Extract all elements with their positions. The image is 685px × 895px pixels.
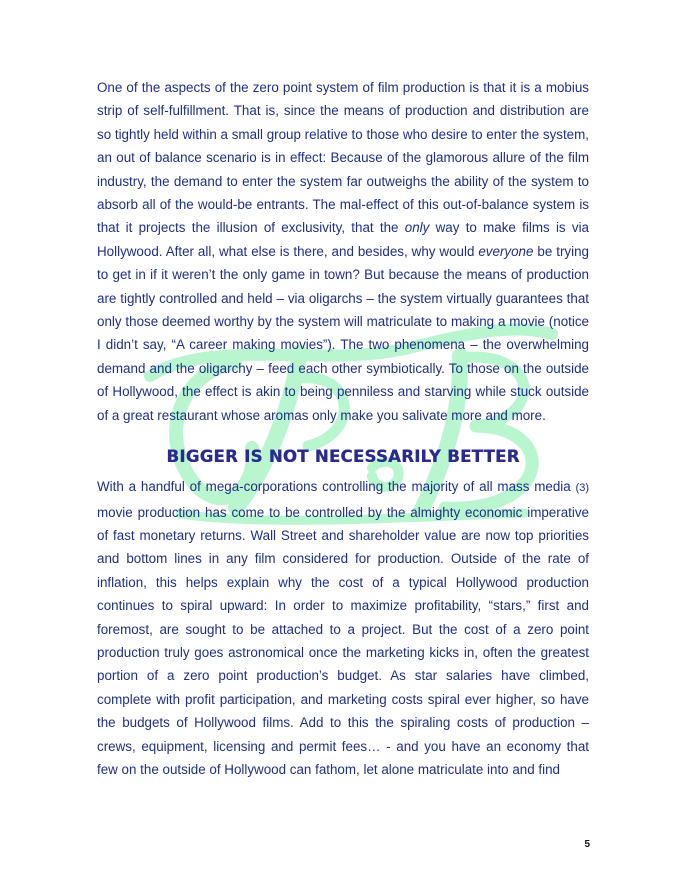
paragraph-mega-corporations: [97, 475, 589, 781]
paragraph-1-text-a: One of the aspects of the zero point system of film production is that it is a mobius strip of self-fulfillment. That is, since the means of production and distribution are so tightly held within a small group relative to those who desire to enter the system, an out of balance scenario is in effect: Because of the glamorous allure of the film industry, the demand to enter the system far outweighs the ability of the system to absorb all of the would-be entrants. The mal-effect of this out-of-balance system is that it projects the illusion of exclusivity, that the: [97, 80, 589, 236]
section-heading: BIGGER IS NOT NECESSARILY BETTER: [166, 447, 520, 467]
paragraph-1-text-c: be trying to get in if it weren’t the only game in town? But because the means of production are tightly controlled and held – via oligarchs – the system virtually guarantees that only those deemed worthy by the system will matriculate to making a movie (notice I didn’t say, “A career making movies”). The two phenomena – the overwhelming demand and the oligarchy – feed each other symbiotically. To those on the outside of Hollywood, the effect is akin to being penniless and starving while stuck outside of a great restaurant whose aromas only make you salivate more and more.: [97, 243, 589, 423]
paragraph-2-text-b: movie production has come to be controlled by the almighty economic imperative of fast monetary returns. Wall Street and shareholder value are now top priorities and bottom lines in any film considered for production. Outside of the rate of inflation, this helps explain why the cost of a typical Hollywood production continues to spiral upward: In order to maximize profitability, “stars,” first and foremost, are sought to be attached to a project. But the cost of a zero point production truly goes astronomical once the marketing kicks in, often the greatest portion of a zero point production’s budget. As star salaries have climbed, complete with profit participation, and marketing costs spiral ever higher, so have the budgets of Hollywood films. Add to this the spiraling costs of production – crews, equipment, licensing and permit fees… - and you have an economy that few on the outside of Hollywood can fathom, let alone matriculate into and find: [97, 504, 589, 777]
page-number: 5: [584, 839, 590, 850]
page-body: [97, 76, 589, 781]
paragraph-1-text-b: way to make films is via Hollywood. After all, what else is there, and besides, why would: [97, 220, 589, 259]
paragraph-1-emphasis-everyone: everyone: [478, 243, 534, 259]
paragraph-zero-point-system: [97, 76, 589, 427]
footnote-reference: (3): [575, 482, 589, 495]
paragraph-1-emphasis-only: only: [404, 220, 430, 236]
paragraph-2-text-a: With a handful of mega-corporations controlling the majority of all mass media: [97, 479, 576, 495]
